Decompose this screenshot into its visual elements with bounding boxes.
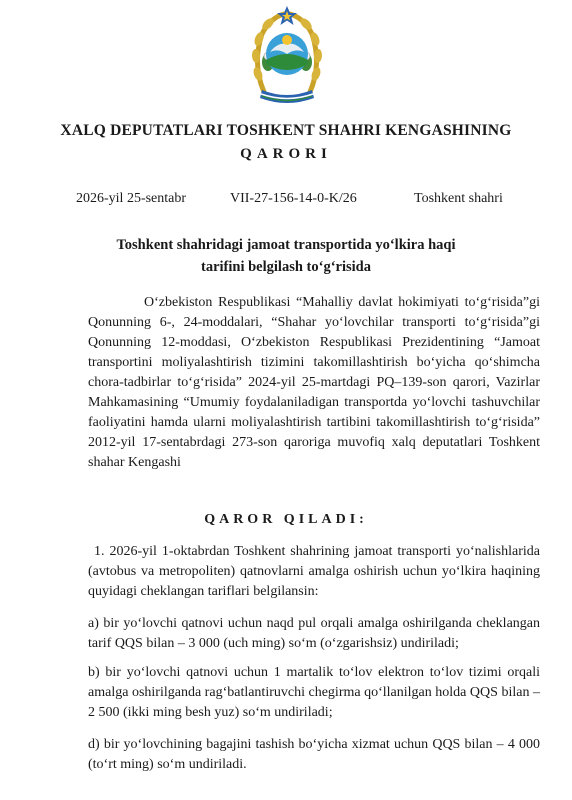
document-title-line-1: Toshkent shahridagi jamoat transportida yo‘lkira haqi <box>116 237 456 253</box>
clause-1: 1. 2026-yil 1-oktabrdan Toshkent shahrining jamoat transporti yo‘nalishlarida (avtobus va metropoliten) qatnovlarni amalga oshirish uchun yo‘lkira haqining quyidagi cheklangan tariflari belgilansin: <box>88 544 540 599</box>
document-date: 2026-yil 25-sentabr <box>76 191 187 206</box>
state-emblem-icon <box>248 4 326 108</box>
document-city: Toshkent shahri <box>414 191 503 206</box>
decision-heading: QAROR QILADI: <box>204 512 368 527</box>
clause-1-a: a) bir yo‘lovchi qatnovi uchun naqd pul orqali amalga oshirilganda cheklangan tarif QQS bilan – 3 000 (uch ming) so‘m (o‘zgarishsiz) undiriladi; <box>88 616 540 651</box>
clause-1-b: b) bir yo‘lovchi qatnovi uchun 1 martalik to‘lov elektron to‘lov tizimi orqali amalga oshirilganda rag‘batlantiruvchi chegirma qo‘llanilgan holda QQS bilan – 2 500 (ikki ming besh yuz) so‘m undiriladi; <box>88 665 540 720</box>
issuing-body-heading: XALQ DEPUTATLARI TOSHKENT SHAHRI KENGASHINING <box>60 122 512 139</box>
document-title-line-2: tarifini belgilash to‘g‘risida <box>201 259 371 275</box>
preamble-paragraph: O‘zbekiston Respublikasi “Mahalliy davlat hokimiyati to‘g‘risida”gi Qonunning 6-, 24-moddalari, “Shahar yo‘lovchilar transporti to‘g‘risida”gi Qonunning 12-moddasi, O‘zbekiston Respublikasi Prezidentining “Jamoat transportini moliyalashtirish tizimini takomillashtirish bo‘yicha qo‘shimcha chora-tadbirlar to‘g‘risida” 2024-yil 25-martdagi PQ–139-son qarori, Vazirlar Mahkamasining “Umumiy foydalaniladigan transportda yo‘lovchi tashuvchilar faoliyatini hamda ularni moliyalashtirish tartibini takomillashtirish to‘g‘risida” 2012-yil 17-sentabrdagi 273-son qaroriga muvofiq xalq deputatlari Toshkent shahar Kengashi <box>88 295 540 470</box>
document-title <box>40 234 532 278</box>
clause-1-d: d) bir yo‘lovchining bagajini tashish bo‘yicha xizmat uchun QQS bilan – 4 000 (to‘rt ming) so‘m undiriladi. <box>88 737 540 772</box>
document-type: QARORI <box>240 146 332 162</box>
document-number: VII-27-156-14-0-K/26 <box>230 191 357 206</box>
